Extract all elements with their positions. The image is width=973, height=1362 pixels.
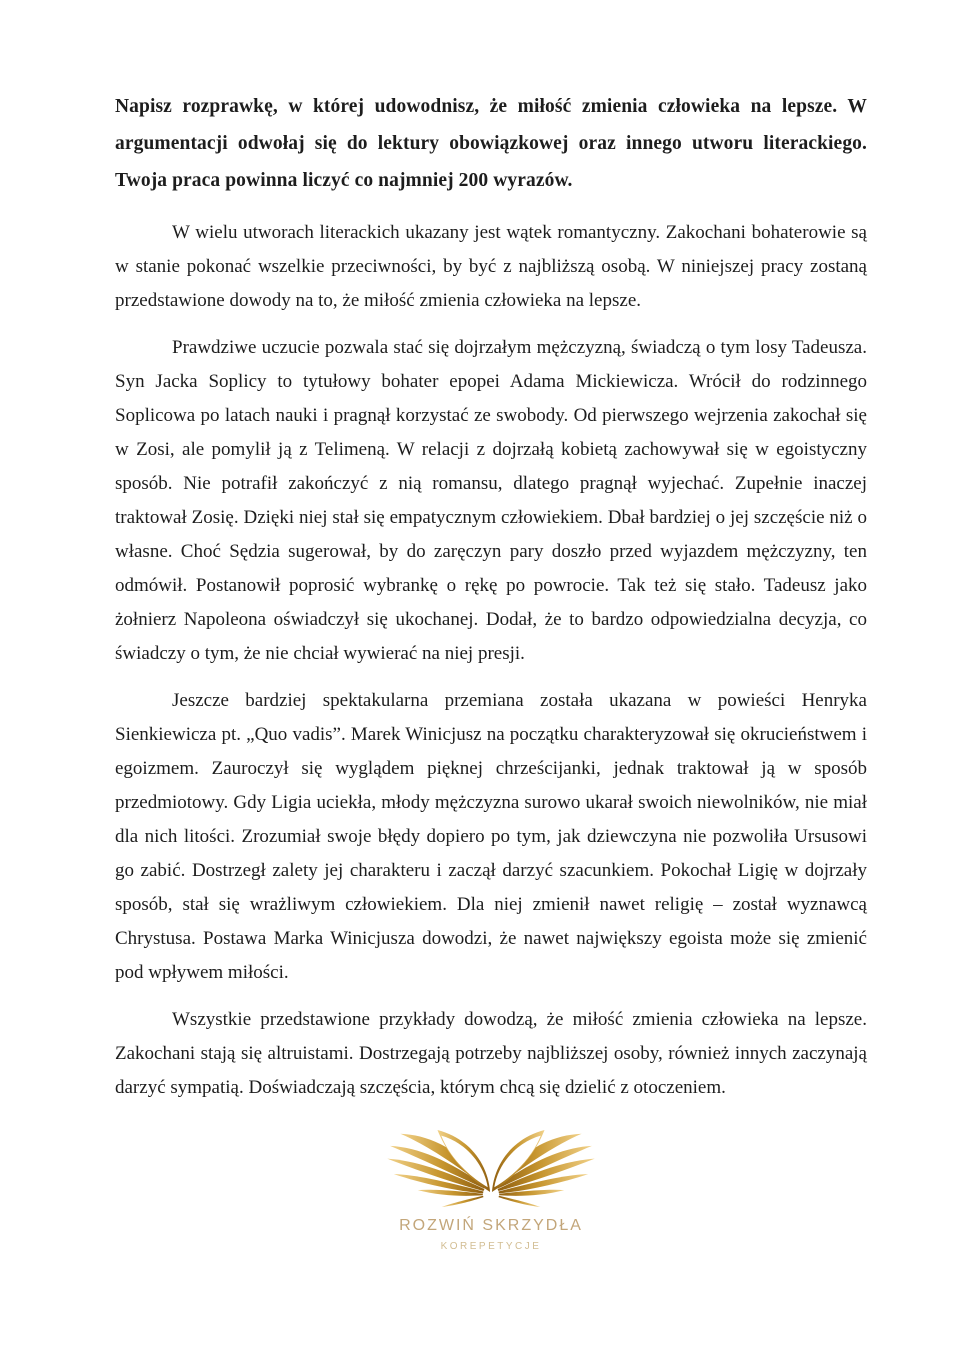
brand-subtitle: KOREPETYCJE [440, 1241, 542, 1252]
essay-paragraph-intro: W wielu utworach literackich ukazany jest wątek romantyczny. Zakochani bohaterowie są w stanie pokonać wszelkie przeciwności, by być z najbliższą osobą. W niniejszej pracy zostaną przedstawione dowody na to, że miłość zmienia człowieka na lepsze. [115, 222, 867, 311]
brand-logo [115, 1121, 867, 1252]
brand-name: ROZWIŃ SKRZYDŁA [399, 1217, 583, 1234]
essay-prompt: Napisz rozprawkę, w której udowodnisz, że miłość zmienia człowieka na lepsze. W argumentacji odwołaj się do lektury obowiązkowej oraz innego utworu literackiego. Twoja praca powinna liczyć co najmniej 200 wyrazów. [115, 96, 867, 191]
essay-paragraph-tadeusz: Prawdziwe uczucie pozwala stać się dojrzałym mężczyzną, świadczą o tym losy Tadeusza. Syn Jacka Soplicy to tytułowy bohater epopei Adama Mickiewicza. Wrócił do rodzinnego Soplicowa po latach nauki i pragnął korzystać ze swobody. Od pierwszego wejrzenia zakochał się w Zosi, ale pomylił ją z Telimeną. W relacji z dojrzałą kobietą zachowywał się w egoistyczny sposób. Nie potrafił zakończyć z nią romansu, dlatego pragnął wyjechać. Zupełnie inaczej traktował Zosię. Dzięki niej stał się empatycznym człowiekiem. Dbał bardziej o jej szczęście niż o własne. Choć Sędzia sugerował, by do zaręczyn pary doszło przed wyjazdem mężczyzny, ten odmówił. Postanowił poprosić wybrankę o rękę po powrocie. Tak też się stało. Tadeusz jako żołnierz Napoleona oświadczył się ukochanej. Dodał, że to bardzo odpowiedzialna decyzja, co świadczy o tym, że nie chciał wywierać na niej presji. [115, 337, 867, 664]
essay-paragraph-quo-vadis: Jeszcze bardziej spektakularna przemiana została ukazana w powieści Henryka Sienkiewicza pt. „Quo vadis”. Marek Winicjusz na początku charakteryzował się okrucieństwem i egoizmem. Zauroczył się wyglądem pięknej chrześcijanki, jednak traktował ją w sposób przedmiotowy. Gdy Ligia uciekła, młody mężczyzna surowo ukarał swoich niewolników, nie miał dla nich litości. Zrozumiał swoje błędy dopiero po tym, jak dziewczyna nie pozwoliła Ursusowi go zabić. Dostrzegł zalety jej charakteru i zaczął darzyć szacunkiem. Pokochał Ligię w dojrzały sposób, stał się wrażliwym człowiekiem. Dla niej zmienił nawet religię – został wyznawcą Chrystusa. Postawa Marka Winicjusza dowodzi, że nawet największy egoista może się zmienić pod wpływem miłości. [115, 690, 867, 983]
gold-wings-icon [383, 1121, 599, 1215]
essay-paragraph-conclusion: Wszystkie przedstawione przykłady dowodzą, że miłość zmienia człowieka na lepsze. Zakochani stają się altruistami. Dostrzegają potrzeby najbliższej osoby, również innych zaczynają darzyć sympatią. Doświadczają szczęścia, którym chcą się dzielić z otoczeniem. [115, 1009, 867, 1098]
